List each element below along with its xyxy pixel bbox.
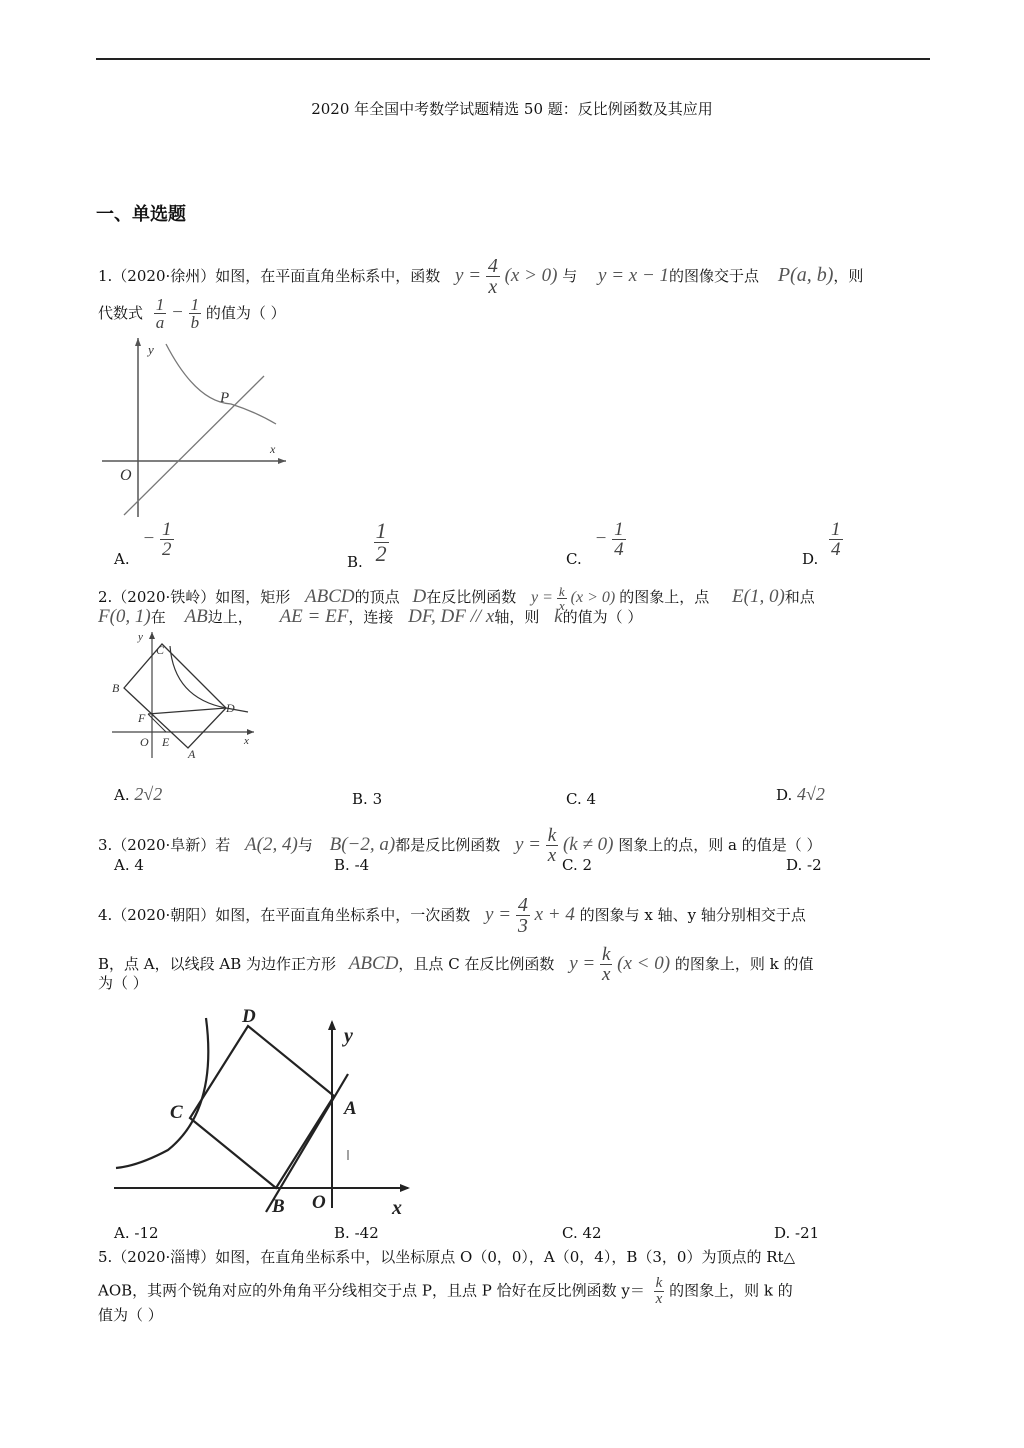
q4-label-c: C	[170, 1102, 183, 1123]
q3-option-c[interactable]: C. 2	[562, 856, 593, 874]
q2-option-c[interactable]: C. 4	[566, 790, 597, 808]
q1-label-y: y	[148, 342, 154, 357]
q1-text: 1.（2020·徐州）如图，在平面直角坐标系中，函数	[98, 266, 441, 285]
q1-option-d[interactable]: D. $\frac{1}{4}$	[802, 519, 841, 568]
q2-label-y: y	[138, 631, 143, 643]
q4-label-d: D	[242, 1006, 256, 1027]
q2-segment-df	[148, 708, 226, 714]
q2-label-o: O	[140, 735, 149, 749]
q4-formula-line: y = $\frac{4}{3}$ x + 4	[485, 894, 575, 937]
q1-line-1: 1.（2020·徐州）如图，在平面直角坐标系中，函数 y = $\frac{4}{x}$ (x > 0) 与 y = x − 1的图像交于点 P(a, b)，则	[98, 255, 864, 298]
q2-line-2: F(0, 1)在 AB边上， AE = EF，连接 DF, DF // x轴，则 k的值为（ ）	[98, 606, 643, 627]
q2-option-a[interactable]: A. 2√2	[114, 784, 163, 804]
q4-label-a: A	[344, 1098, 357, 1119]
q4-label-o: O	[312, 1192, 326, 1213]
q4-option-c[interactable]: C. 42	[562, 1224, 602, 1242]
section-heading: 一、单选题	[96, 204, 186, 225]
q4-hyperbola-graph	[116, 1018, 208, 1168]
q1-figure	[96, 332, 296, 522]
q1-option-c[interactable]: C. − $\frac{1}{4}$	[566, 519, 624, 568]
q4-line-3: 为（ ）	[98, 974, 148, 992]
arrow-icon	[278, 458, 286, 464]
q3-line-1: 3.（2020·阜新）若 A(2, 4)与 B(−2, a)都是反比例函数 y = $\frac{k}{x}$ (k ≠ 0) 图象上的点，则 a 的值是（ ）	[98, 825, 822, 866]
q2-option-d[interactable]: D. 4√2	[776, 784, 825, 804]
q4-option-a[interactable]: A. -12	[114, 1224, 159, 1242]
q2-label-x: x	[244, 735, 249, 747]
q2-segment-fe	[148, 714, 166, 732]
q4-option-d[interactable]: D. -21	[774, 1224, 820, 1242]
q1-option-b[interactable]: B. $\frac{1}{2}$	[347, 518, 387, 571]
q4-label-y: y	[344, 1025, 353, 1047]
q1-formula-hyperbola: y = $\frac{4}{x}$ (x > 0)	[455, 255, 558, 298]
q1-label-o: O	[120, 467, 132, 484]
arrow-icon	[135, 338, 141, 346]
q4-formula-hyperbola: y = $\frac{k}{x}$ (x < 0)	[569, 944, 671, 985]
q2-hyperbola-graph	[170, 646, 248, 712]
q1-label-x: x	[270, 442, 276, 456]
arrow-icon	[149, 632, 155, 639]
q2-label-e: E	[162, 735, 170, 749]
q1-formula-line: y = x − 1	[598, 264, 670, 286]
q5-fraction: $\frac{k}{x}$	[655, 1275, 663, 1307]
q1-label-p: P	[220, 390, 230, 406]
q2-label-c: C	[156, 643, 165, 657]
q2-line-1: 2.（2020·铁岭）如图，矩形 ABCD的顶点 D在反比例函数 y = $\frac{k}{x}$ (x > 0) 的图象上，点 E(1, 0)和点	[98, 584, 815, 613]
q5-line-1: 5.（2020·淄博）如图，在直角坐标系中，以坐标原点 O（0，0），A（0，4），B（3，0）为顶点的 Rt△	[98, 1248, 796, 1266]
q4-square	[190, 1026, 334, 1188]
q1-expression: $\frac{1}{a}$ − $\frac{1}{b}$	[155, 295, 200, 332]
q1-option-a[interactable]: A. − $\frac{1}{2}$	[114, 519, 172, 568]
q4-line-1: 4.（2020·朝阳）如图，在平面直角坐标系中，一次函数 y = $\frac{4}{3}$ x + 4 的图象与 x 轴、y 轴分别相交于点	[98, 894, 806, 937]
q2-label-b: B	[112, 681, 120, 695]
q2-label-f: F	[138, 711, 146, 725]
q2-label-d: D	[226, 701, 235, 715]
q2-formula: y = $\frac{k}{x}$ (x > 0)	[530, 584, 616, 613]
arrow-icon	[400, 1184, 410, 1192]
header-rule	[96, 58, 930, 60]
q1-hyperbola-graph	[166, 344, 276, 424]
q5-line-2: AOB，其两个锐角对应的外角角平分线相交于点 P，且点 P 恰好在反比例函数 y＝ $\frac{k}{x}$ 的图象上，则 k 的	[98, 1275, 793, 1307]
q4-label-b: B	[272, 1196, 285, 1217]
q2-option-b[interactable]: B. 3	[352, 790, 383, 808]
q4-label-x: x	[392, 1197, 402, 1219]
q1-point-p: P(a, b)	[777, 263, 834, 286]
q1-line-graph	[124, 376, 264, 515]
q3-formula: y = $\frac{k}{x}$ (k ≠ 0)	[515, 825, 614, 866]
q1-line-2: 代数式 $\frac{1}{a}$ − $\frac{1}{b}$ 的值为（ ）	[98, 295, 286, 332]
q2-label-a: A	[188, 747, 196, 761]
q5-line-3: 值为（ ）	[98, 1306, 163, 1324]
q4-figure	[108, 1000, 418, 1222]
q3-option-a[interactable]: A. 4	[114, 856, 144, 874]
q3-option-b[interactable]: B. -4	[334, 856, 370, 874]
q2-figure	[108, 628, 258, 763]
arrow-icon	[328, 1020, 336, 1030]
document-title: 2020 年全国中考数学试题精选 50 题：反比例函数及其应用	[311, 100, 713, 118]
q3-option-d[interactable]: D. -2	[786, 856, 822, 874]
q4-line-graph	[266, 1074, 348, 1212]
q4-option-b[interactable]: B. -42	[334, 1224, 379, 1242]
q4-line-2: B，点 A，以线段 AB 为边作正方形 ABCD，且点 C 在反比例函数 y = $\frac{k}{x}$ (x < 0) 的图象上，则 k 的值	[98, 944, 814, 985]
